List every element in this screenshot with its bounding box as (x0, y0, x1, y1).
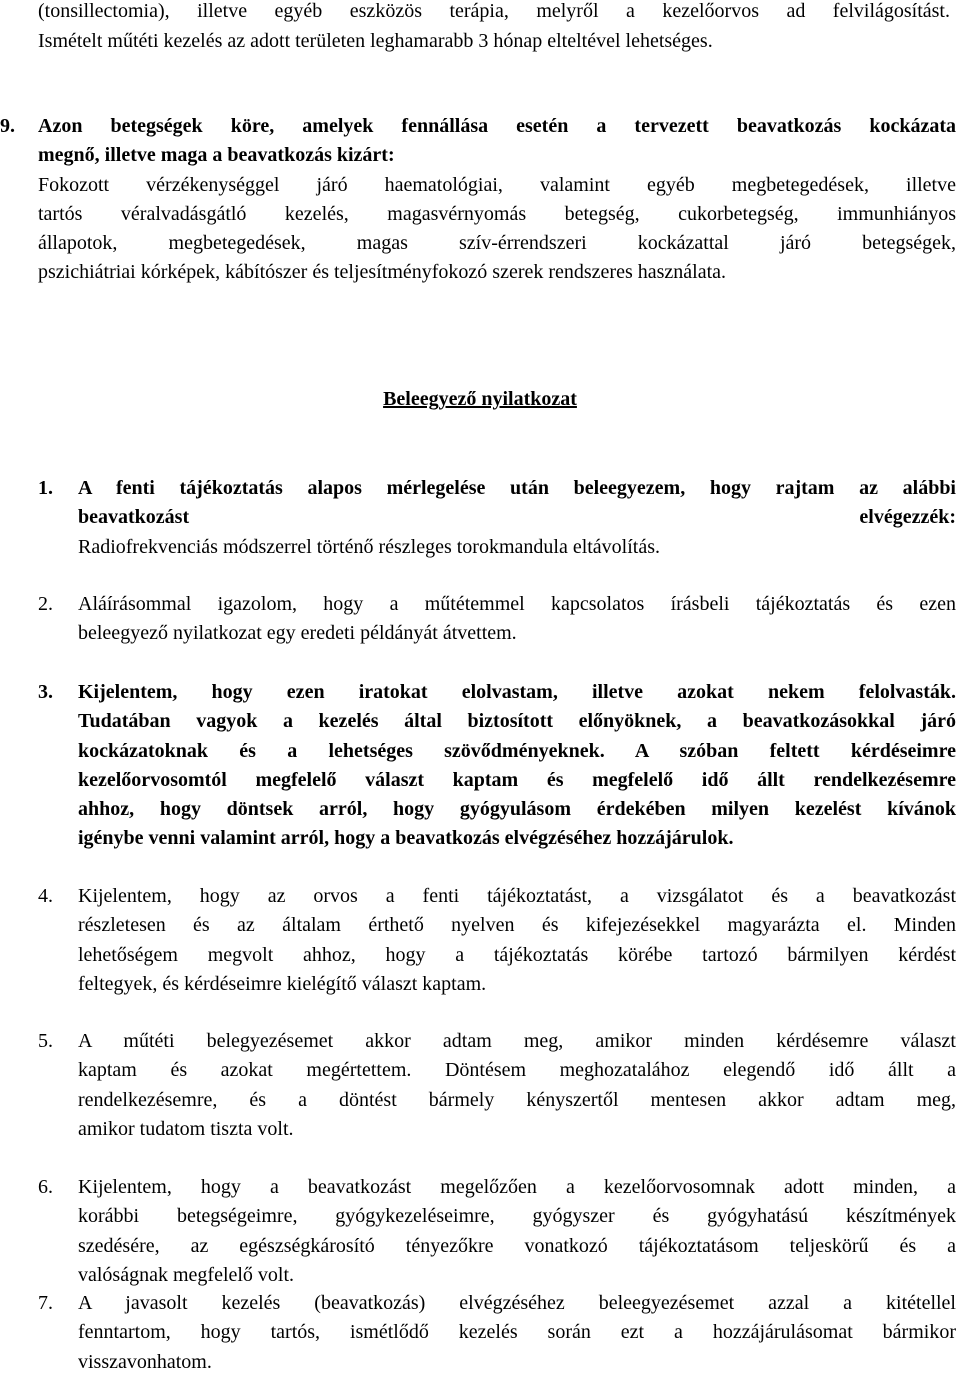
item-number: 4. (38, 885, 53, 907)
item-9-bold-line: megnő, illetve maga a beavatkozás kizárt: (38, 144, 395, 167)
item-line: Kijelentem, hogy az orvos a fenti tájékoztatást, a vizsgálatot és a beavatkozást (78, 885, 956, 907)
intro-paragraph (38, 0, 950, 56)
item-line: kockázatoknak és a lehetséges szövődményeknek. A szóban feltett kérdéseimre (78, 739, 956, 762)
consent-item (38, 590, 956, 649)
item-line: Tudatában vagyok a kezelés által biztosított előnyöknek, a beavatkozásokkal járó (78, 710, 956, 733)
item-line: Aláírásommal igazolom, hogy a műtétemmel kapcsolatos írásbeli tájékoztatás és ezen (78, 593, 956, 615)
item-9-line: tartós véralvadásgátló kezelés, magasvérnyomás betegség, cukorbetegség, immunhiányos (38, 202, 956, 225)
item-line: korábbi betegségeimre, gyógykezeléseimre, gyógyszer és gyógyhatású készítmények (78, 1205, 956, 1228)
item-9-line: állapotok, megbetegedések, magas szív-érrendszeri kockázattal járó betegségek, (38, 232, 956, 255)
item-line: kezelőorvosomtól megfelelő választ kaptam és megfelelő idő állt rendelkezésemre (78, 768, 956, 791)
item-number: 6. (38, 1176, 53, 1198)
item-line: beavatkozást elvégezzék: (78, 506, 956, 529)
item-line: lehetőségem megvolt ahhoz, hogy a tájékoztatás körébe tartozó bármilyen kérdést (78, 943, 956, 966)
intro-line: Ismételt műtéti kezelés az adott területen leghamarabb 3 hónap elteltével lehetséges. (38, 30, 713, 52)
consent-heading-text: Beleegyező nyilatkozat (383, 388, 577, 410)
item-line: igénybe venni valamint arról, hogy a beavatkozás elvégzéséhez hozzájárulok. (78, 827, 734, 850)
consent-item (38, 474, 956, 562)
item-number: 5. (38, 1030, 53, 1052)
item-line: beleegyező nyilatkozat egy eredeti példányát átvettem. (78, 622, 517, 645)
item-line: A műtéti belegyezésemet akkor adtam meg, amikor minden kérdésemre választ (78, 1030, 956, 1052)
item-line: feltegyek, és kérdéseimre kielégítő választ kaptam. (78, 972, 487, 995)
consent-item (38, 1289, 956, 1377)
consent-item (38, 882, 956, 999)
item-9-line: Fokozott vérzékenységgel járó haematológiai, valamint egyéb megbetegedések, illetve (38, 173, 956, 196)
item-line: Kijelentem, hogy a beavatkozást megelőzően a kezelőorvosomnak adott minden, a (78, 1176, 956, 1198)
item-9-bold-line: Azon betegségek köre, amelyek fennállása esetén a tervezett beavatkozás kockázata (38, 115, 956, 137)
consent-item (38, 1027, 956, 1144)
item-line: Kijelentem, hogy ezen iratokat elolvastam, illetve azokat nekem felolvasták. (78, 681, 956, 703)
intro-line: (tonsillectomia), illetve egyéb eszközös terápia, melyről a kezelőorvos ad felvilágosítást. (38, 0, 950, 22)
consent-item (38, 1173, 956, 1290)
item-number: 9. (0, 115, 15, 137)
consent-heading (0, 388, 960, 411)
item-number: 3. (38, 681, 53, 703)
item-line: Radiofrekvenciás módszerrel történő részleges torokmandula eltávolítás. (78, 535, 661, 558)
consent-item (38, 678, 956, 854)
item-line: részletesen és az általam érthető nyelven és kifejezésekkel magyarázta el. Minden (78, 914, 956, 937)
item-number: 2. (38, 593, 53, 615)
item-line: ahhoz, hogy döntsek arról, hogy gyógyulásom érdekében milyen kezelést kívánok (78, 798, 956, 821)
item-9 (0, 112, 956, 288)
item-number: 7. (38, 1292, 53, 1314)
item-9-line: pszichiátriai kórképek, kábítószer és teljesítményfokozó szerek rendszeres használata. (38, 261, 727, 284)
item-line: rendelkezésemre, és a döntést bármely kényszertől mentesen akkor adtam meg, (78, 1088, 956, 1111)
item-line: A fenti tájékoztatás alapos mérlegelése után beleegyezem, hogy rajtam az alábbi (78, 477, 956, 499)
item-line: szedésére, az egészségkárosító tényezőkre vonatkozó tájékoztatásom teljeskörű és a (78, 1234, 956, 1257)
item-line: valóságnak megfelelő volt. (78, 1263, 295, 1286)
item-line: kaptam és azokat megértettem. Döntésem meghozatalához elegendő idő állt a (78, 1059, 956, 1082)
item-number: 1. (38, 477, 53, 499)
item-line: A javasolt kezelés (beavatkozás) elvégzéséhez beleegyezésemet azzal a kitétellel (78, 1292, 956, 1314)
item-line: amikor tudatom tiszta volt. (78, 1117, 294, 1140)
item-line: visszavonhatom. (78, 1350, 212, 1373)
item-line: fenntartom, hogy tartós, ismétlődő kezelés során ezt a hozzájárulásomat bármikor (78, 1321, 956, 1344)
